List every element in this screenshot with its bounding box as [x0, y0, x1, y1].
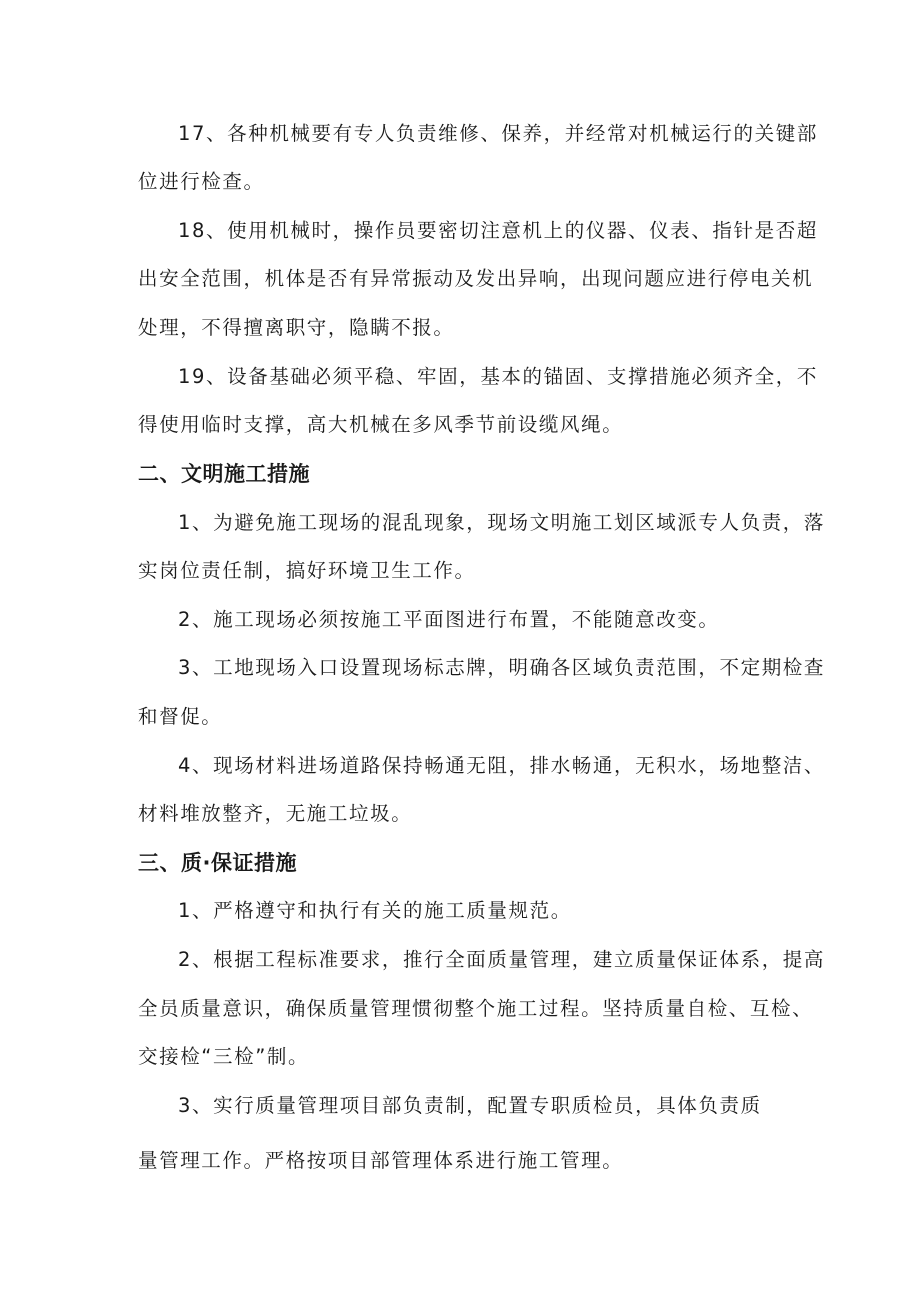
paragraph-17-line-1: 17、各种机械要有专人负责维修、保养，并经常对机械运行的关键部: [178, 122, 818, 145]
quality-item-1: 1、严格遵守和执行有关的施工质量规范。: [178, 899, 572, 922]
civilized-item-2: 2、施工现场必须按施工平面图进行布置，不能随意改变。: [178, 608, 720, 631]
quality-item-2-line-3: 交接检“三检”制。: [138, 1045, 310, 1068]
civilized-item-4-line-2: 材料堆放整齐，无施工垃圾。: [138, 802, 413, 825]
civilized-item-1-line-1: 1、为避免施工现场的混乱现象，现场文明施工划区域派专人负责，落: [178, 511, 826, 534]
section-heading-quality-assurance: 三、质·保证措施: [138, 851, 297, 875]
quality-item-2-line-1: 2、根据工程标准要求，推行全面质量管理，建立质量保证体系，提高: [178, 948, 826, 971]
section-heading-civilized-construction: 二、文明施工措施: [138, 462, 310, 486]
paragraph-19-line-1: 19、设备基础必须平稳、牢固，基本的锚固、支撑措施必须齐全，不: [178, 365, 818, 388]
civilized-item-1-line-2: 实岗位责任制，搞好环境卫生工作。: [138, 559, 476, 582]
paragraph-19-line-2: 得使用临时支撑，高大机械在多风季节前设缆风绳。: [138, 413, 624, 436]
paragraph-18-line-2: 出安全范围，机体是否有异常振动及发出异响，出现问题应进行停电关机: [138, 267, 814, 290]
quality-item-3-line-2: 量管理工作。严格按项目部管理体系进行施工管理。: [138, 1149, 624, 1172]
civilized-item-3-line-1: 3、工地现场入口设置现场标志牌，明确各区域负责范围，不定期检查: [178, 656, 826, 679]
quality-item-2-line-2: 全员质量意识，确保质量管理惯彻整个施工过程。坚持质量自检、互检、: [138, 997, 814, 1020]
quality-item-3-line-1: 3、实行质量管理项目部负责制，配置专职质检员，具体负责质: [178, 1094, 762, 1117]
paragraph-18-line-3: 处理，不得擅离职守，隐瞒不报。: [138, 316, 455, 339]
paragraph-18-line-1: 18、使用机械时，操作员要密切注意机上的仪器、仪表、指针是否超: [178, 219, 818, 242]
paragraph-17-line-2: 位进行检查。: [138, 170, 265, 193]
civilized-item-4-line-1: 4、现场材料进场道路保持畅通无阻，排水畅通，无积水，场地整洁、: [178, 754, 826, 777]
civilized-item-3-line-2: 和督促。: [138, 705, 223, 728]
